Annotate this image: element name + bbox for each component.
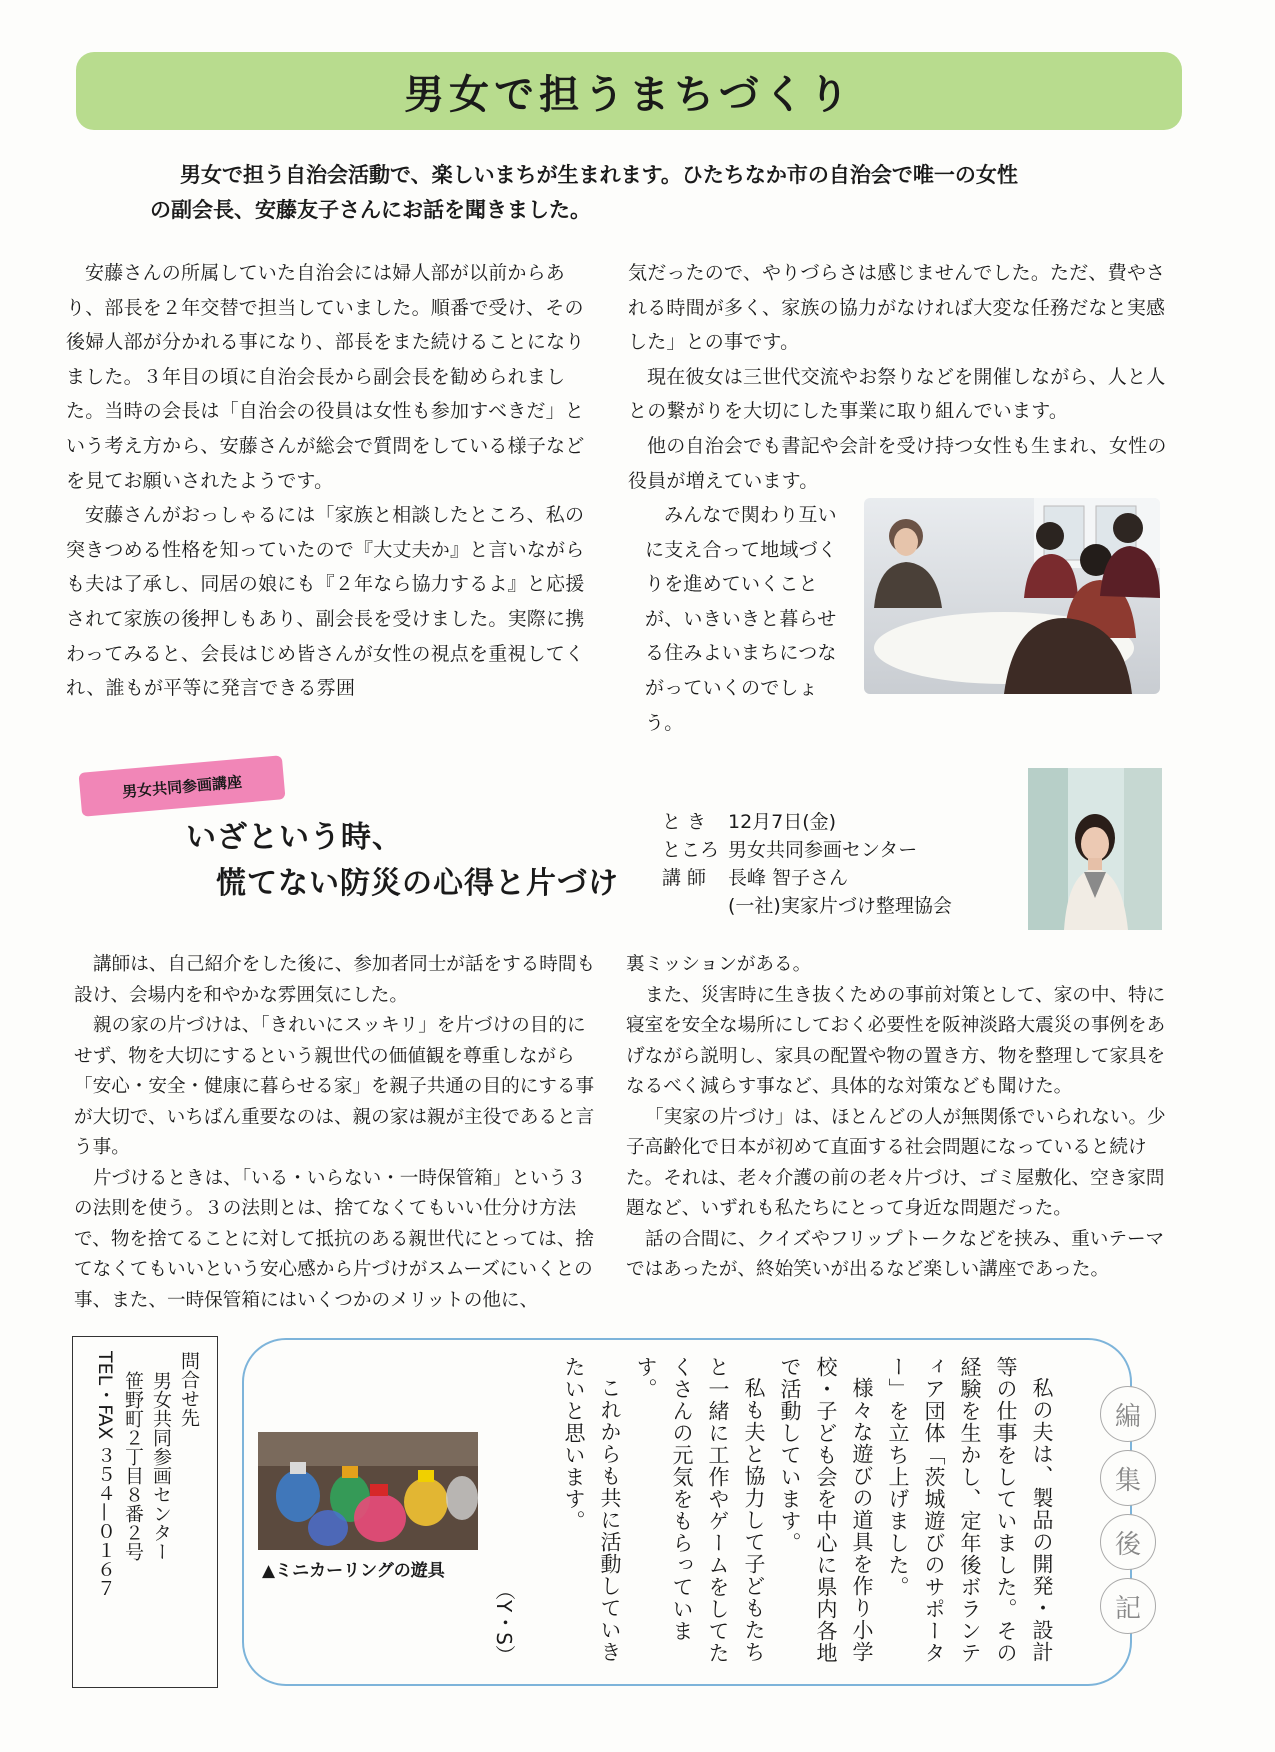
paragraph: 他の自治会でも書記や会計を受け持つ女性も生まれ、女性の役員が増えています。 (628, 434, 1167, 492)
lecturer-org: (一社)実家片づけ整理協会 (728, 895, 952, 917)
lecture-info (662, 808, 952, 920)
paragraph: 現在彼女は三世代交流やお祭りなどを開催しながら、人と人との繋がりを大切にした事業に取り組んでいます。 (628, 365, 1166, 423)
paragraph: 片づけるときは、「いる・いらない・一時保管箱」という３の法則を使う。３の法則とは、捨てなくてもいい仕分け方法で、物を捨てることに対して抵抗のある親世代にとっては、捨てなくてもいいという安心感から片づけがスムーズにいくとの事、また、一時保管箱にはいくつかのメリットの他に、 (74, 1167, 594, 1311)
paragraph: 親の家の片づけは、「きれいにスッキリ」を片づけの目的にせず、物を大切にするという親世代の価値観を尊重しながら「安心・安全・健康に暮らせる家」を親子共通の目的にする事が大切で、いちばん重要なのは、親の家は親が主役であると言う事。 (74, 1015, 595, 1158)
lecturer-label: 講師 (662, 867, 713, 889)
section1-column-right (628, 256, 1168, 498)
editorial-char: 編 (1100, 1386, 1156, 1442)
paragraph: みんなで関わり互いに支え合って地域づくりを進めていくことが、いきいきと暮らせる住みよいまちにつながっていくのでしょう。 (645, 504, 838, 734)
paragraph: 「実家の片づけ」は、ほとんどの人が無関係でいられない。少子高齢化で日本が初めて直面する社会問題になっていると続けた。それは、老々介護の前の老々片づけ、ゴミ屋敷化、空き家問題など、いずれも私たちにとって身近な問題だった。 (626, 1106, 1166, 1219)
editorial-text (520, 1356, 1060, 1668)
paragraph: 安藤さんの所属していた自治会には婦人部が以前からあり、部長を２年交替で担当していました。順番で受け、その後婦人部が分かれる事になり、部長をまた続けることになりました。３年目の頃に自治会長から副会長を勧められました。当時の会長は「自治会の役員は女性も参加すべきだ」という考え方から、安藤さんが総会で質問をしている様子などを見てお願いされたようです。 (66, 262, 585, 492)
editorial-char: 後 (1100, 1514, 1156, 1570)
photo-caption: ▲ミニカーリングの遊具 (262, 1561, 445, 1581)
section1-column-narrow (645, 498, 845, 740)
paragraph: 話の合間に、クイズやフリップトークなどを挟み、重いテーマではあったが、終始笑いが出るなど楽しい講座であった。 (626, 1228, 1165, 1280)
lecture-title (186, 815, 619, 907)
contact-heading: 問合せ先 (178, 1351, 200, 1427)
editorial-signature: （Y・S） (492, 1580, 516, 1665)
contact-box (72, 1336, 218, 1688)
editorial-char: 集 (1100, 1450, 1156, 1506)
badge-label: 男女共同参画講座 (121, 772, 243, 801)
lecture-title-line-2: 慌てない防災の心得と片づけ (216, 866, 619, 901)
section1-title: 男女で担うまちづくり (404, 71, 854, 118)
editorial-char: 記 (1100, 1578, 1156, 1634)
where-label: ところ (662, 839, 720, 861)
lead-line-2: の副会長、安藤友子さんにお話を聞きました。 (150, 198, 591, 222)
contact-address: 笹野町２丁目８番２号 (122, 1371, 144, 1561)
section2-column-left (74, 950, 604, 1316)
paragraph: 気だったので、やりづらさは感じませんでした。ただ、費やされる時間が多く、家族の協力がなければ大変な任務だなと実感した」との事です。 (628, 262, 1166, 354)
lecture-badge (78, 755, 285, 817)
when-value: 12月7日(金) (728, 811, 837, 833)
paragraph: また、災害時に生き抜くための事前対策として、家の中、特に寝室を安全な場所にしておく必要性を阪神淡路大震災の事例をあげながら説明し、家具の配置や物の置き方、物を整理して家具をなるべく減らす事など、具体的な対策なども聞けた。 (626, 984, 1166, 1097)
paragraph: 裏ミッションがある。 (626, 954, 812, 975)
lead-line-1: 男女で担う自治会活動で、楽しいまちが生まれます。ひたちなか市の自治会で唯一の女性 (180, 163, 1018, 187)
curling-toy-photo (258, 1432, 478, 1550)
where-value: 男女共同参画センター (728, 839, 918, 861)
section1-column-left (66, 256, 594, 706)
section2-column-right (626, 950, 1166, 1286)
lecturer-value: 長峰 智子さん (728, 867, 849, 889)
lecture-title-line-1: いざという時、 (186, 820, 403, 855)
when-label: とき (662, 811, 713, 833)
lecturer-photo (1028, 768, 1162, 930)
paragraph: 私も夫と協力して子どもたちと一緒に工作やゲームをしてたくさんの元気をもらっています。 (634, 1356, 766, 1664)
paragraph: これからも共に活動していきたいと思います。 (562, 1356, 622, 1663)
contact-text (91, 1351, 203, 1681)
paragraph: 安藤さんがおっしゃるには「家族と相談したところ、私の突きつめる性格を知っていたので『大丈夫か』と言いながらも夫は了承し、同居の娘にも『２年なら協力するよ』と応援されて家族の後押しもあり、副会長を受けました。実際に携わってみると、会長はじめ皆さんが女性の視点を重視してくれ、誰もが平等に発言できる雰囲 (66, 504, 585, 700)
title-banner (76, 52, 1182, 130)
meeting-photo (864, 498, 1160, 694)
contact-org: 男女共同参画センター (150, 1371, 172, 1561)
contact-tel: TEL・FAX ３５４—０１６７ (94, 1351, 116, 1598)
paragraph: 講師は、自己紹介をした後に、参加者同士が話をする時間も設け、会場内を和やかな雰囲気にした。 (74, 954, 596, 1006)
editorial-heading (1100, 1386, 1160, 1642)
paragraph: 様々な遊びの道具を作り小学校・子ども会を中心に県内各地で活動しています。 (778, 1356, 874, 1664)
lead-paragraph (150, 158, 1130, 228)
paragraph: 私の夫は、製品の開発・設計等の仕事をしていました。その経験を生かし、定年後ボランティア団体「茨城遊びのサポーター」を立ち上げました。 (886, 1356, 1054, 1664)
